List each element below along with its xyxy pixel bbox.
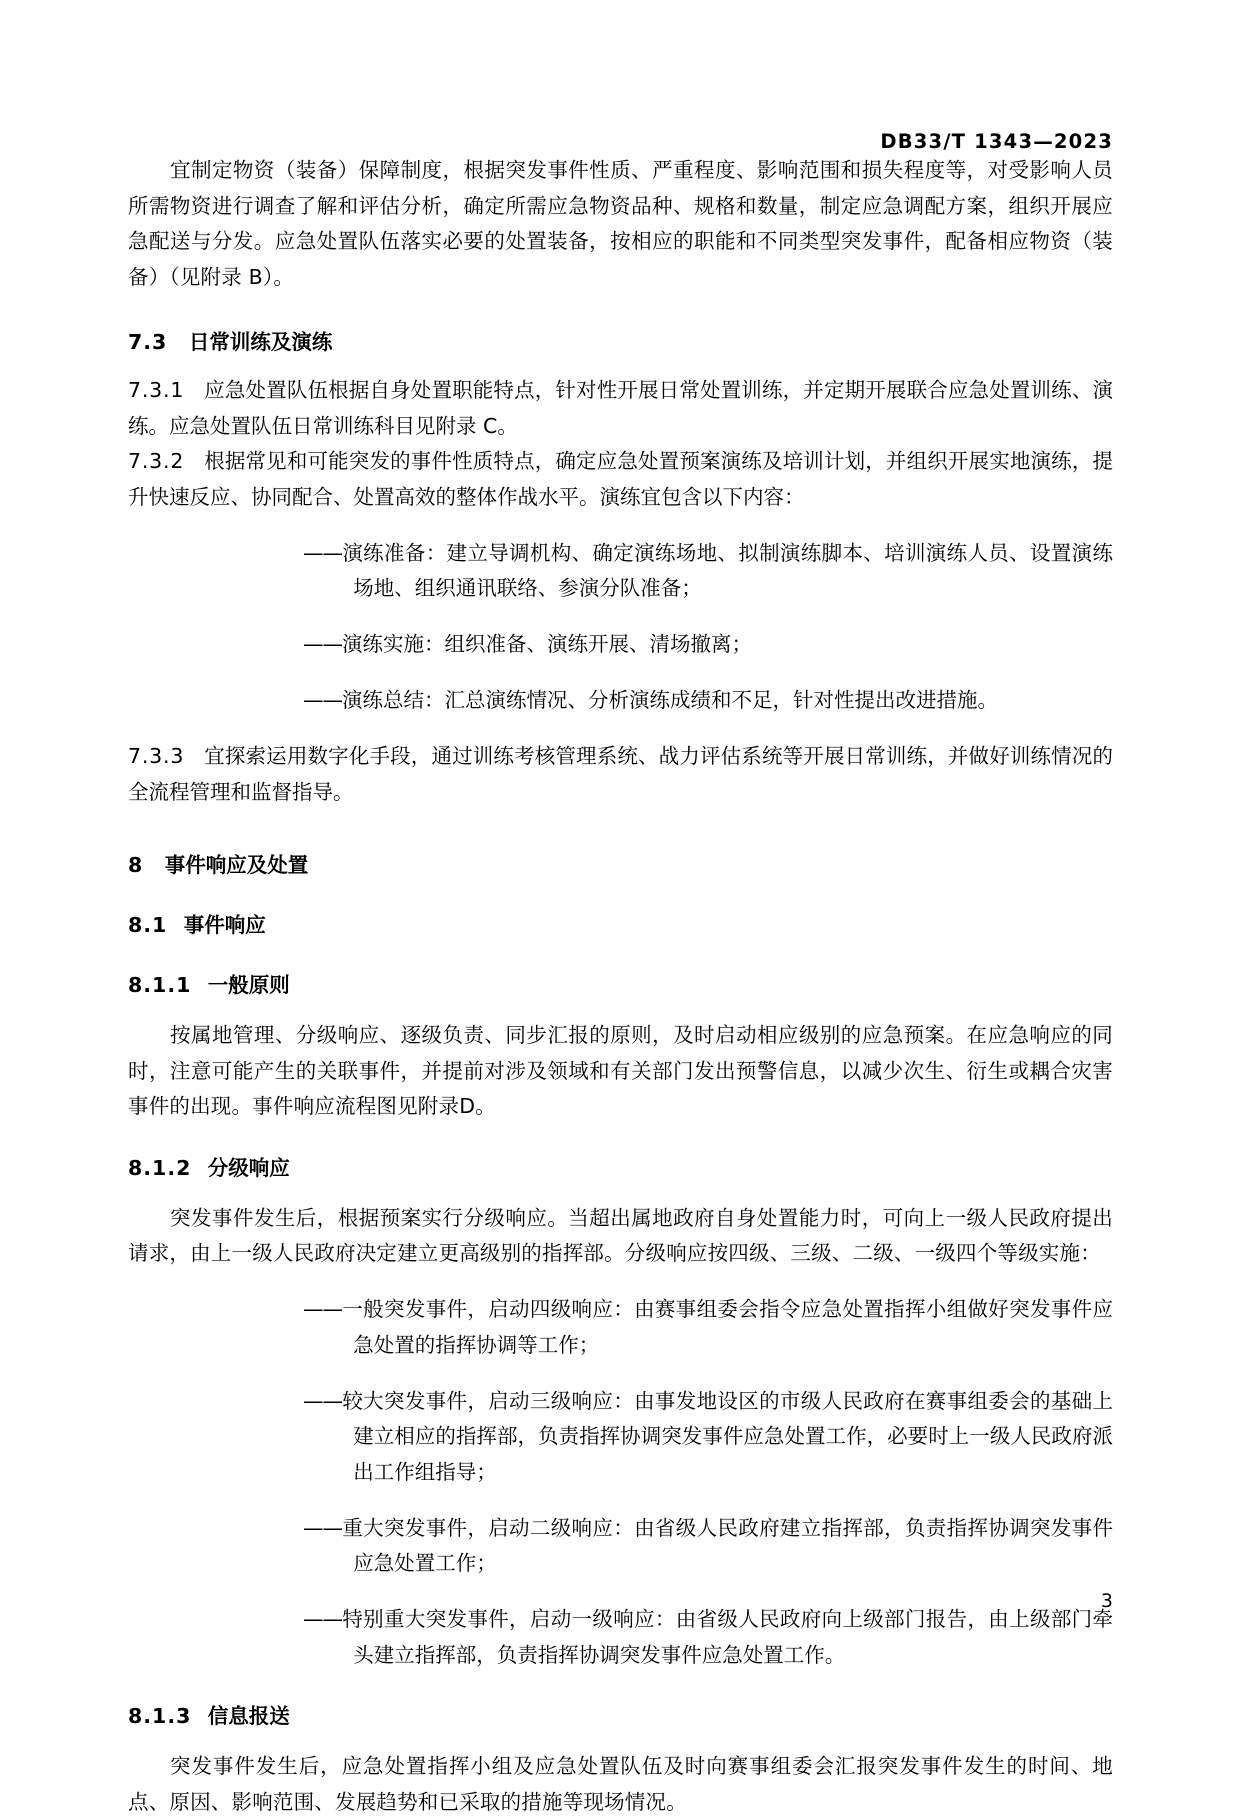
clause-7-3-1-label: 7.3.1 (128, 378, 185, 402)
heading-8-1-text: 事件响应 (183, 913, 266, 937)
heading-8-1-3-number: 8.1.3 (128, 1704, 192, 1728)
list-item-response-1 (303, 1292, 1113, 1363)
heading-8-1-3 (128, 1699, 1113, 1733)
clause-7-3-1 (128, 373, 1113, 444)
dash-marker: —— (303, 1388, 342, 1413)
heading-8-1-1-text: 一般原则 (207, 973, 290, 997)
list-item-response-1-text: 一般突发事件，启动四级响应：由赛事组委会指令应急处置指挥小组做好突发事件应急处置的指挥协调等工作； (342, 1297, 1113, 1357)
page-number: 3 (1100, 1590, 1113, 1612)
heading-8-1-2-number: 8.1.2 (128, 1155, 192, 1180)
clause-7-3-3-text: 宜探索运用数字化手段，通过训练考核管理系统、战力评估系统等开展日常训练，并做好训练情况的全流程管理和监督指导。 (128, 744, 1113, 804)
paragraph-materials-guarantee: 宜制定物资（装备）保障制度，根据突发事件性质、严重程度、影响范围和损失程度等，对受影响人员所需物资进行调查了解和评估分析，确定所需应急物资品种、规格和数量，制定应急调配方案，组织开展应急配送与分发。应急处置队伍落实必要的处置装备，按相应的职能和不同类型突发事件，配备相应物资（装备）（见附录 B）。 (128, 158, 1113, 289)
paragraph-information-reporting: 突发事件发生后，应急处置指挥小组及应急处置队伍及时向赛事组委会汇报突发事件发生的时间、地点、原因、影响范围、发展趋势和已采取的措施等现场情况。 (128, 1754, 1113, 1814)
clause-7-3-3 (128, 739, 1113, 810)
clause-7-3-1-text: 应急处置队伍根据自身处置职能特点，针对性开展日常处置训练，并定期开展联合应急处置训练、演练。应急处置队伍日常训练科目见附录 C。 (128, 378, 1113, 438)
list-item-drill-2 (303, 627, 1113, 663)
heading-7-3-text: 日常训练及演练 (188, 330, 333, 354)
dash-marker: —— (303, 632, 342, 656)
list-item-response-2 (303, 1384, 1113, 1491)
heading-8-1-3-text: 信息报送 (207, 1704, 290, 1728)
clause-7-3-3-label: 7.3.3 (128, 744, 185, 768)
clause-7-3-2-text: 根据常见和可能突发的事件性质特点，确定应急处置预案演练及培训计划，并组织开展实地演练，提升快速反应、协同配合、处置高效的整体作战水平。演练宜包含以下内容： (128, 449, 1113, 509)
list-item-drill-3-text: 演练总结：汇总演练情况、分析演练成绩和不足，针对性提出改进措施。 (342, 688, 998, 712)
dash-marker: —— (303, 1607, 342, 1631)
heading-8-1 (128, 908, 1113, 942)
dash-marker: —— (303, 1515, 342, 1540)
heading-7-3-number: 7.3 (128, 330, 168, 354)
heading-8-1-2-text: 分级响应 (207, 1155, 290, 1180)
list-item-response-4-text: 特别重大突发事件，启动一级响应：由省级人民政府向上级部门报告，由上级部门牵头建立指挥部，负责指挥协调突发事件应急处置工作。 (342, 1607, 1113, 1667)
page-content (128, 0, 1113, 1820)
list-item-drill-2-text: 演练实施：组织准备、演练开展、清场撤离； (342, 632, 752, 656)
list-item-response-3 (303, 1511, 1113, 1582)
list-item-drill-1-text: 演练准备：建立导调机构、确定演练场地、拟制演练脚本、培训演练人员、设置演练场地、组织通讯联络、参演分队准备； (342, 540, 1113, 600)
heading-8-1-1-number: 8.1.1 (128, 973, 192, 997)
dash-marker: —— (303, 1297, 342, 1321)
clause-7-3-2-label: 7.3.2 (128, 449, 185, 473)
list-item-response-2-text: 较大突发事件，启动三级响应：由事发地设区的市级人民政府在赛事组委会的基础上建立相应的指挥部，负责指挥协调突发事件应急处置工作，必要时上一级人民政府派出工作组指导； (342, 1388, 1113, 1484)
list-item-response-3-text: 重大突发事件，启动二级响应：由省级人民政府建立指挥部，负责指挥协调突发事件应急处置工作； (342, 1515, 1113, 1575)
heading-8-1-2 (128, 1151, 1113, 1185)
heading-8-text: 事件响应及处置 (164, 853, 309, 877)
page-header-standard-code: DB33/T 1343—2023 (880, 130, 1113, 153)
list-item-response-4 (303, 1602, 1113, 1673)
list-item-drill-1 (303, 536, 1113, 607)
heading-8-1-number: 8.1 (128, 913, 168, 937)
dash-marker: —— (303, 540, 342, 565)
paragraph-general-principles: 按属地管理、分级响应、逐级负责、同步汇报的原则，及时启动相应级别的应急预案。在应急响应的同时，注意可能产生的关联事件，并提前对涉及领域和有关部门发出预警信息，以减少次生、衍生或耦合灾害事件的出现。事件响应流程图见附录D。 (128, 1023, 1113, 1118)
heading-7-3 (128, 325, 1113, 359)
paragraph-graded-response: 突发事件发生后，根据预案实行分级响应。当超出属地政府自身处置能力时，可向上一级人民政府提出请求，由上一级人民政府决定建立更高级别的指挥部。分级响应按四级、三级、二级、一级四个等级实施： (128, 1205, 1113, 1265)
dash-marker: —— (303, 688, 342, 712)
heading-8-number: 8 (128, 853, 144, 877)
list-item-drill-3 (303, 683, 1113, 719)
heading-8 (128, 848, 1113, 882)
heading-8-1-1 (128, 968, 1113, 1002)
clause-7-3-2 (128, 444, 1113, 515)
